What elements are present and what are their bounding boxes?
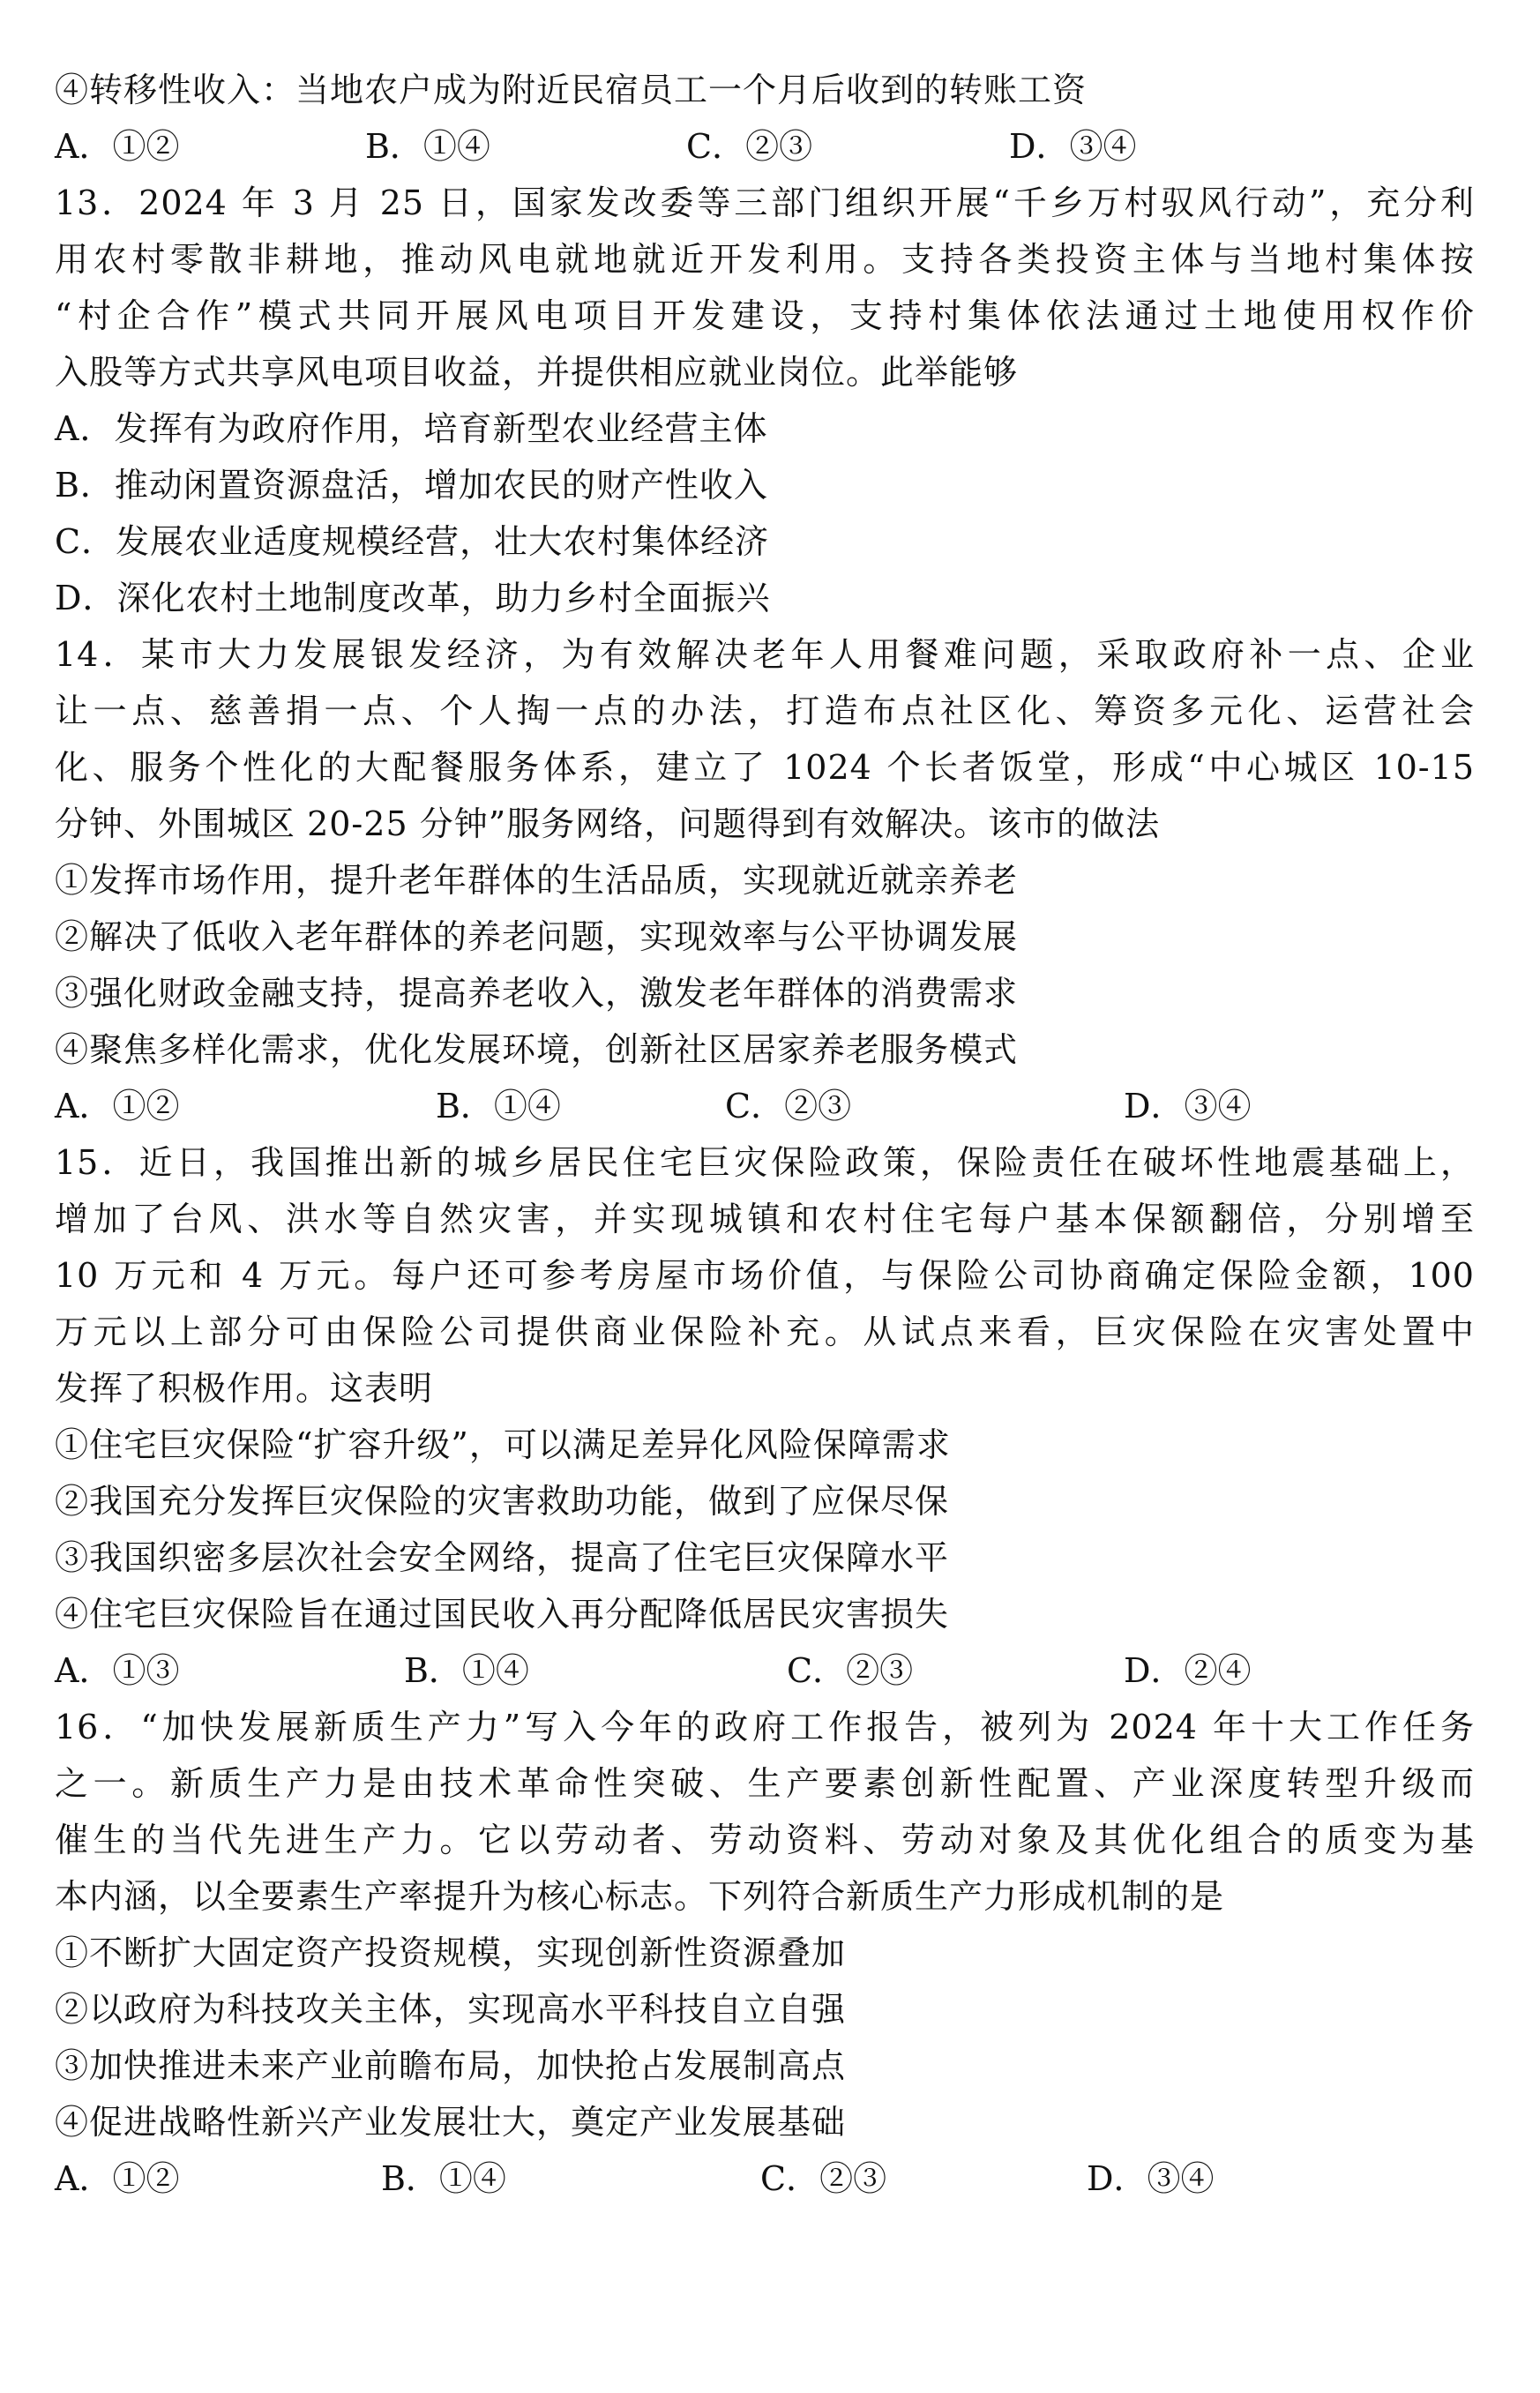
- q14-item-4: ④聚焦多样化需求，优化发展环境，创新社区居家养老服务模式: [55, 1030, 1019, 1069]
- question-14: [55, 626, 1475, 1134]
- q14-item-3: ③强化财政金融支持，提高养老收入，激发老年群体的消费需求: [55, 974, 1019, 1013]
- q15-option-c: C．②③: [787, 1651, 914, 1690]
- q15-stem-line-2: 增加了台风、洪水等自然灾害，并实现城镇和农村住宅每户基本保额翻倍，分别增至: [55, 1200, 1475, 1238]
- q15-option-d: D．②④: [1124, 1651, 1252, 1690]
- q14-stem-line-1: 14．某市大力发展银发经济，为有效解决老年人用餐难问题，采取政府补一点、企业: [55, 635, 1475, 674]
- question-13: [55, 175, 1475, 626]
- q14-option-c: C．②③: [725, 1087, 852, 1125]
- q15-item-1: ①住宅巨灾保险“扩容升级”，可以满足差异化风险保障需求: [55, 1425, 951, 1464]
- q16-option-c: C．②③: [760, 2159, 887, 2198]
- q16-stem-line-2: 之一。新质生产力是由技术革命性突破、生产要素创新性配置、产业深度转型升级而: [55, 1764, 1475, 1803]
- q15-stem-line-5: 发挥了积极作用。这表明: [55, 1369, 434, 1408]
- q16-option-d: D．③④: [1087, 2159, 1215, 2198]
- q16-item-1: ①不断扩大固定资产投资规模，实现创新性资源叠加: [55, 1933, 847, 1972]
- q13-stem-line-1: 13．2024 年 3 月 25 日，国家发改委等三部门组织开展“千乡万村驭风行动”，充分利: [55, 183, 1475, 222]
- q14-item-1: ①发挥市场作用，提升老年群体的生活品质，实现就近就亲养老: [55, 861, 1019, 900]
- q14-options: [55, 1078, 1475, 1134]
- q16-stem-line-1: 16．“加快发展新质生产力”写入今年的政府工作报告，被列为 2024 年十大工作任务: [55, 1708, 1475, 1746]
- q15-option-a: A．①③: [55, 1651, 180, 1690]
- q15-item-3: ③我国织密多层次社会安全网络，提高了住宅巨灾保障水平: [55, 1538, 950, 1577]
- q15-item-2: ②我国充分发挥巨灾保险的灾害救助功能，做到了应保尽保: [55, 1482, 950, 1521]
- q13-choice-a: A．发挥有为政府作用，培育新型农业经营主体: [55, 409, 768, 448]
- q13-stem-line-2: 用农村零散非耕地，推动风电就地就近开发利用。支持各类投资主体与当地村集体按: [55, 240, 1475, 279]
- q16-options: [55, 2150, 1475, 2207]
- q14-stem-line-3: 化、服务个性化的大配餐服务体系，建立了 1024 个长者饭堂，形成“中心城区 10-15: [55, 748, 1475, 787]
- q13-choice-c: C．发展农业适度规模经营，壮大农村集体经济: [55, 522, 770, 561]
- q16-option-b: B．①④: [381, 2159, 506, 2198]
- q12-item-4: ④转移性收入：当地农户成为附近民宿员工一个月后收到的转账工资: [55, 71, 1088, 109]
- q13-stem-line-3: “村企合作”模式共同开展风电项目开发建设，支持村集体依法通过土地使用权作价: [55, 296, 1475, 335]
- q12-option-b: B．①④: [365, 127, 490, 166]
- q14-option-b: B．①④: [436, 1087, 561, 1125]
- q14-option-d: D．③④: [1124, 1087, 1252, 1125]
- question-15: [55, 1134, 1475, 1699]
- question-12: [55, 62, 1475, 175]
- q12-options: [55, 118, 1475, 175]
- q15-stem-line-1: 15．近日，我国推出新的城乡居民住宅巨灾保险政策，保险责任在破坏性地震基础上，: [55, 1143, 1475, 1182]
- q16-item-2: ②以政府为科技攻关主体，实现高水平科技自立自强: [55, 1990, 847, 2029]
- q12-option-c: C．②③: [686, 127, 813, 166]
- q16-item-4: ④促进战略性新兴产业发展壮大，奠定产业发展基础: [55, 2103, 847, 2142]
- q16-stem-line-4: 本内涵，以全要素生产率提升为核心标志。下列符合新质生产力形成机制的是: [55, 1877, 1225, 1916]
- q13-stem-line-4: 入股等方式共享风电项目收益，并提供相应就业岗位。此举能够: [55, 353, 1019, 392]
- q14-stem-line-2: 让一点、慈善捐一点、个人掏一点的办法，打造布点社区化、筹资多元化、运营社会: [55, 692, 1475, 730]
- q15-stem-line-3: 10 万元和 4 万元。每户还可参考房屋市场价值，与保险公司协商确定保险金额，100: [55, 1256, 1475, 1295]
- q15-option-b: B．①④: [404, 1651, 529, 1690]
- q13-choice-b: B．推动闲置资源盘活，增加农民的财产性收入: [55, 466, 768, 505]
- q14-stem-line-4: 分钟、外围城区 20-25 分钟”服务网络，问题得到有效解决。该市的做法: [55, 804, 1161, 843]
- q14-option-a: A．①②: [55, 1087, 180, 1125]
- q12-option-a: A．①②: [55, 127, 180, 166]
- exam-page: [55, 62, 1475, 2207]
- q16-option-a: A．①②: [55, 2159, 180, 2198]
- q15-options: [55, 1642, 1475, 1699]
- q13-choice-d: D．深化农村土地制度改革，助力乡村全面振兴: [55, 579, 771, 617]
- q14-item-2: ②解决了低收入老年群体的养老问题，实现效率与公平协调发展: [55, 917, 1019, 956]
- q16-stem-line-3: 催生的当代先进生产力。它以劳动者、劳动资料、劳动对象及其优化组合的质变为基: [55, 1821, 1475, 1859]
- q15-stem-line-4: 万元以上部分可由保险公司提供商业保险补充。从试点来看，巨灾保险在灾害处置中: [55, 1312, 1475, 1351]
- q12-option-d: D．③④: [1009, 127, 1137, 166]
- q16-item-3: ③加快推进未来产业前瞻布局，加快抢占发展制高点: [55, 2046, 847, 2085]
- question-16: [55, 1699, 1475, 2207]
- q15-item-4: ④住宅巨灾保险旨在通过国民收入再分配降低居民灾害损失: [55, 1595, 950, 1634]
